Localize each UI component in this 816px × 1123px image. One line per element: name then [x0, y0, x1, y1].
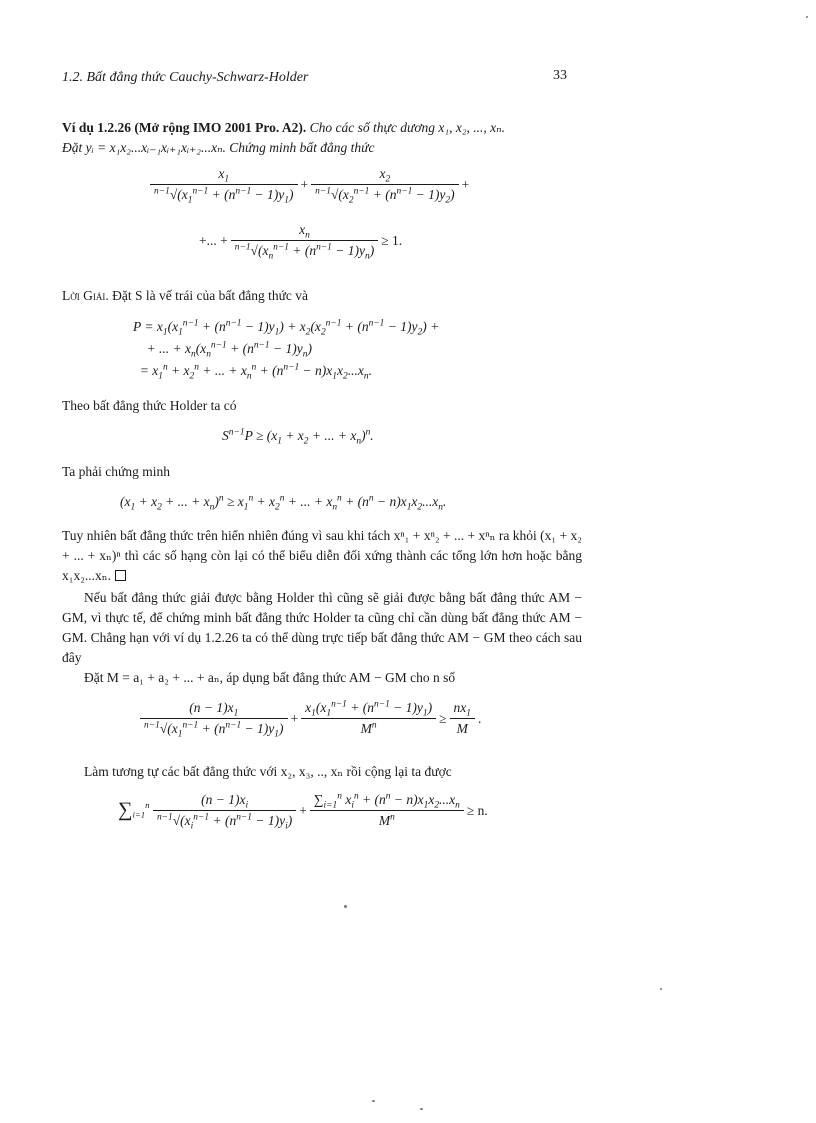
- main-inequality-line-2: +... + $\frac{x_n}{^{n-1}√(x_n^{n-1} + (n^{n-1} - 1)y_n)}$ ≥ 1.: [199, 222, 403, 262]
- solution-intro: [62, 286, 582, 306]
- scan-speck: [420, 1108, 423, 1110]
- sum-inequality: $\sum_{i=1}^n$ $\frac{(n - 1)x_i}{^{n-1}√(x_i^{n-1} + (n^{n-1} - 1)y_i)}$ + $\frac{\sum_{i=1}^n x_i^n + (n^n - n)x_1x_2...x_n}{M^n}$ ≥ n.: [118, 791, 488, 832]
- amgm-inequality: $\frac{(n - 1)x_1}{^{n-1}√(x_1^{n-1} + (n^{n-1} - 1)y_1)}$ + $\frac{x_1(x_1^{n-1} + (n^{n-1} - 1)y_1)}{M^n}$ ≥ $\frac{nx_1}{M}$ .: [140, 700, 484, 737]
- main-inequality-line-1: $\frac{x_1}{^{n-1}√(x_1^{n-1} + (n^{n-1} - 1)y_1)}$ + $\frac{x_2}{^{n-1}√(x_2^{n-1} + (n^{n-1} - 1)y_2)}$ +: [150, 166, 472, 203]
- example-statement-2: Đặt yᵢ = x₁x₂...xᵢ₋₁xᵢ₊₁xᵢ₊₂...xₙ. Chứng minh bất đẳng thức: [62, 140, 375, 155]
- remark-paragraph-2: Nếu bất đẳng thức giải được bằng Holder thì cũng sẽ giải được bằng bất đẳng thức AM − GM, vì thực tế, để chứng minh bất đẳng thức Holder ta cũng chỉ cần dùng bất đẳng thức AM − GM. Chẳng hạn với ví dụ 1.2.26 ta có thể dùng trực tiếp bất đẳng thức AM − GM theo cách sau đây: [62, 590, 582, 665]
- running-header: 1.2. Bất đẳng thức Cauchy-Schwarz-Holder: [62, 70, 309, 85]
- solution-intro-text: Đặt S là vế trái của bất đẳng thức và: [112, 288, 308, 303]
- scan-speck: [344, 905, 347, 908]
- scan-speck: [806, 16, 808, 18]
- example-label: Ví dụ 1.2.26 (Mở rộng IMO 2001 Pro. A2).: [62, 120, 307, 135]
- holder-line: Theo bất đẳng thức Holder ta có: [62, 398, 237, 413]
- remark-paragraph-4: Làm tương tự các bất đẳng thức với x₂, x₃, .., xₙ rồi cộng lại ta được: [84, 764, 452, 779]
- solution-paragraph-1: [62, 526, 582, 586]
- scan-speck: [660, 988, 662, 990]
- holder-inequality: $S^{n-1}P \ge (x_1 + x_2$ + ... + $x_n)^n$.: [222, 427, 374, 447]
- example-statement: [62, 118, 582, 158]
- target-inequality: ($x_1 + x_2$ + ... + $x_n)^n \ge x_1^n + x_2^n$ + ... + $x_n^n + (n^n - n)x_1x_2...x_n$.: [120, 493, 447, 513]
- scan-speck: [372, 1100, 375, 1102]
- must-prove-line: Ta phải chứng minh: [62, 464, 170, 479]
- solution-paragraph-1-text: Tuy nhiên bất đẳng thức trên hiển nhiên đúng vì sau khi tách xⁿ₁ + xⁿ₂ + ... + xⁿₙ ra khỏi (x₁ + x₂ + ... + xₙ)ⁿ thì các số hạng còn lại có thể biểu diễn đối xứng thành các tổng lớn hơn hoặc bằng x₁x₂...xₙ.: [62, 528, 582, 583]
- p-definition: $P = x_1(x_1^{n-1} + (n^{n-1} - 1)y_1) + x_2(x_2^{n-1} + (n^{n-1} - 1)y_2)$ + + ... + $x_n(x_n^{n-1} + (n^{n-1} - 1)y_n)$ = $x_1^n + x_2^n$ + ... + $x_n^n + (n^{n-1} - n)x_1x_2...x_n$.: [133, 318, 440, 382]
- example-statement-1: Cho các số thực dương x₁, x₂, ..., xₙ.: [309, 120, 505, 135]
- qed-square-icon: [115, 570, 126, 581]
- solution-label: Lời Giải.: [62, 288, 109, 303]
- remark-paragraph-3: Đặt M = a₁ + a₂ + ... + aₙ, áp dụng bất đẳng thức AM − GM cho n số: [84, 670, 456, 685]
- page-number: 33: [553, 68, 567, 83]
